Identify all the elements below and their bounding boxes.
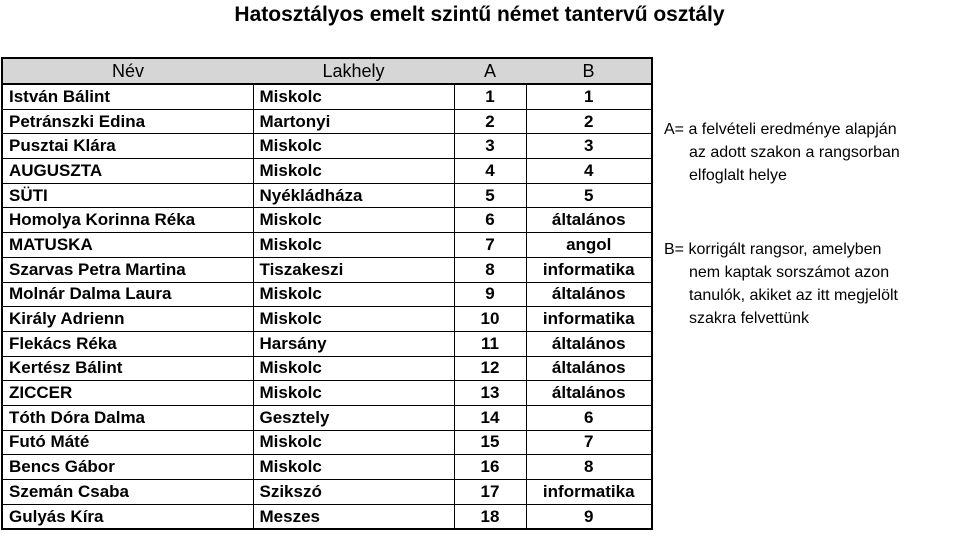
cell-residence: Miskolc: [253, 84, 454, 109]
cell-name: AUGUSZTA: [2, 159, 253, 184]
cell-rank-b: informatika: [526, 307, 652, 332]
table-row: [2, 159, 652, 184]
cell-residence: Martonyi: [253, 109, 454, 134]
column-header-residence: Lakhely: [253, 58, 454, 84]
table-row: [2, 109, 652, 134]
table-header-row: [2, 58, 652, 84]
cell-rank-b: 8: [526, 455, 652, 480]
cell-rank-b: informatika: [526, 257, 652, 282]
cell-residence: Miskolc: [253, 356, 454, 381]
cell-residence: Miskolc: [253, 208, 454, 233]
table-row: [2, 331, 652, 356]
cell-rank-b: általános: [526, 282, 652, 307]
cell-rank-b: 2: [526, 109, 652, 134]
column-header-b: B: [526, 58, 652, 84]
cell-name: Homolya Korinna Réka: [2, 208, 253, 233]
cell-rank-b: általános: [526, 381, 652, 406]
cell-residence: Gesztely: [253, 405, 454, 430]
table-row: [2, 430, 652, 455]
cell-residence: Nyékládháza: [253, 183, 454, 208]
page-title: Hatosztályos emelt szintű német tantervű osztály: [234, 3, 725, 26]
cell-rank-a: 17: [454, 480, 526, 505]
cell-rank-b: 4: [526, 159, 652, 184]
cell-rank-a: 10: [454, 307, 526, 332]
cell-name: Gulyás Kíra: [2, 504, 253, 529]
cell-rank-b: 6: [526, 405, 652, 430]
cell-name: SÜTI: [2, 183, 253, 208]
table-row: [2, 455, 652, 480]
table-row: [2, 257, 652, 282]
cell-rank-b: általános: [526, 356, 652, 381]
table-row: [2, 84, 652, 109]
cell-rank-b: 1: [526, 84, 652, 109]
cell-rank-b: általános: [526, 331, 652, 356]
cell-name: Kertész Bálint: [2, 356, 253, 381]
cell-rank-a: 5: [454, 183, 526, 208]
cell-name: MATUSKA: [2, 233, 253, 258]
note-b-line: szakra felvettünk: [689, 310, 810, 327]
cell-name: Pusztai Klára: [2, 134, 253, 159]
cell-residence: Miskolc: [253, 430, 454, 455]
cell-rank-b: informatika: [526, 480, 652, 505]
cell-residence: Miskolc: [253, 381, 454, 406]
cell-rank-a: 11: [454, 331, 526, 356]
cell-rank-a: 8: [454, 257, 526, 282]
cell-name: Petránszki Edina: [2, 109, 253, 134]
legend-note-a: [664, 118, 900, 187]
cell-rank-a: 7: [454, 233, 526, 258]
cell-rank-a: 16: [454, 455, 526, 480]
cell-rank-a: 12: [454, 356, 526, 381]
cell-rank-a: 14: [454, 405, 526, 430]
cell-residence: Miskolc: [253, 159, 454, 184]
cell-residence: Miskolc: [253, 455, 454, 480]
table-row: [2, 480, 652, 505]
cell-residence: Miskolc: [253, 233, 454, 258]
cell-name: István Bálint: [2, 84, 253, 109]
cell-residence: Miskolc: [253, 307, 454, 332]
note-a-line: elfoglalt helye: [689, 167, 787, 184]
cell-rank-a: 3: [454, 134, 526, 159]
cell-name: Szemán Csaba: [2, 480, 253, 505]
cell-name: Tóth Dóra Dalma: [2, 405, 253, 430]
cell-name: Király Adrienn: [2, 307, 253, 332]
note-b-line: B= korrigált rangsor, amelyben: [664, 241, 882, 258]
table-row: [2, 307, 652, 332]
table-row: [2, 134, 652, 159]
column-header-a: A: [454, 58, 526, 84]
table-row: [2, 381, 652, 406]
cell-rank-b: 5: [526, 183, 652, 208]
cell-name: Flekács Réka: [2, 331, 253, 356]
cell-rank-b: 9: [526, 504, 652, 529]
cell-residence: Harsány: [253, 331, 454, 356]
cell-name: Szarvas Petra Martina: [2, 257, 253, 282]
cell-rank-a: 9: [454, 282, 526, 307]
student-table: [1, 57, 653, 530]
cell-rank-a: 2: [454, 109, 526, 134]
cell-rank-a: 1: [454, 84, 526, 109]
cell-residence: Szikszó: [253, 480, 454, 505]
legend-note-b: [664, 238, 898, 330]
cell-residence: Miskolc: [253, 134, 454, 159]
cell-residence: Tiszakeszi: [253, 257, 454, 282]
cell-name: Molnár Dalma Laura: [2, 282, 253, 307]
cell-residence: Miskolc: [253, 282, 454, 307]
cell-name: Futó Máté: [2, 430, 253, 455]
table-row: [2, 356, 652, 381]
cell-rank-a: 13: [454, 381, 526, 406]
cell-rank-a: 15: [454, 430, 526, 455]
cell-name: Bencs Gábor: [2, 455, 253, 480]
note-b-line: nem kaptak sorszámot azon: [689, 264, 890, 281]
cell-name: ZICCER: [2, 381, 253, 406]
note-a-line: az adott szakon a rangsorban: [689, 144, 900, 161]
cell-rank-a: 18: [454, 504, 526, 529]
note-b-line: tanulók, akiket az itt megjelölt: [689, 287, 898, 304]
cell-residence: Meszes: [253, 504, 454, 529]
table-row: [2, 183, 652, 208]
cell-rank-b: 7: [526, 430, 652, 455]
table-row: [2, 504, 652, 529]
cell-rank-b: angol: [526, 233, 652, 258]
table-row: [2, 208, 652, 233]
note-a-line: A= a felvételi eredménye alapján: [664, 121, 897, 138]
table-row: [2, 282, 652, 307]
cell-rank-a: 4: [454, 159, 526, 184]
table-row: [2, 233, 652, 258]
cell-rank-a: 6: [454, 208, 526, 233]
table-row: [2, 405, 652, 430]
table-body: [2, 84, 652, 529]
cell-rank-b: 3: [526, 134, 652, 159]
column-header-name: Név: [2, 58, 253, 84]
cell-rank-b: általános: [526, 208, 652, 233]
